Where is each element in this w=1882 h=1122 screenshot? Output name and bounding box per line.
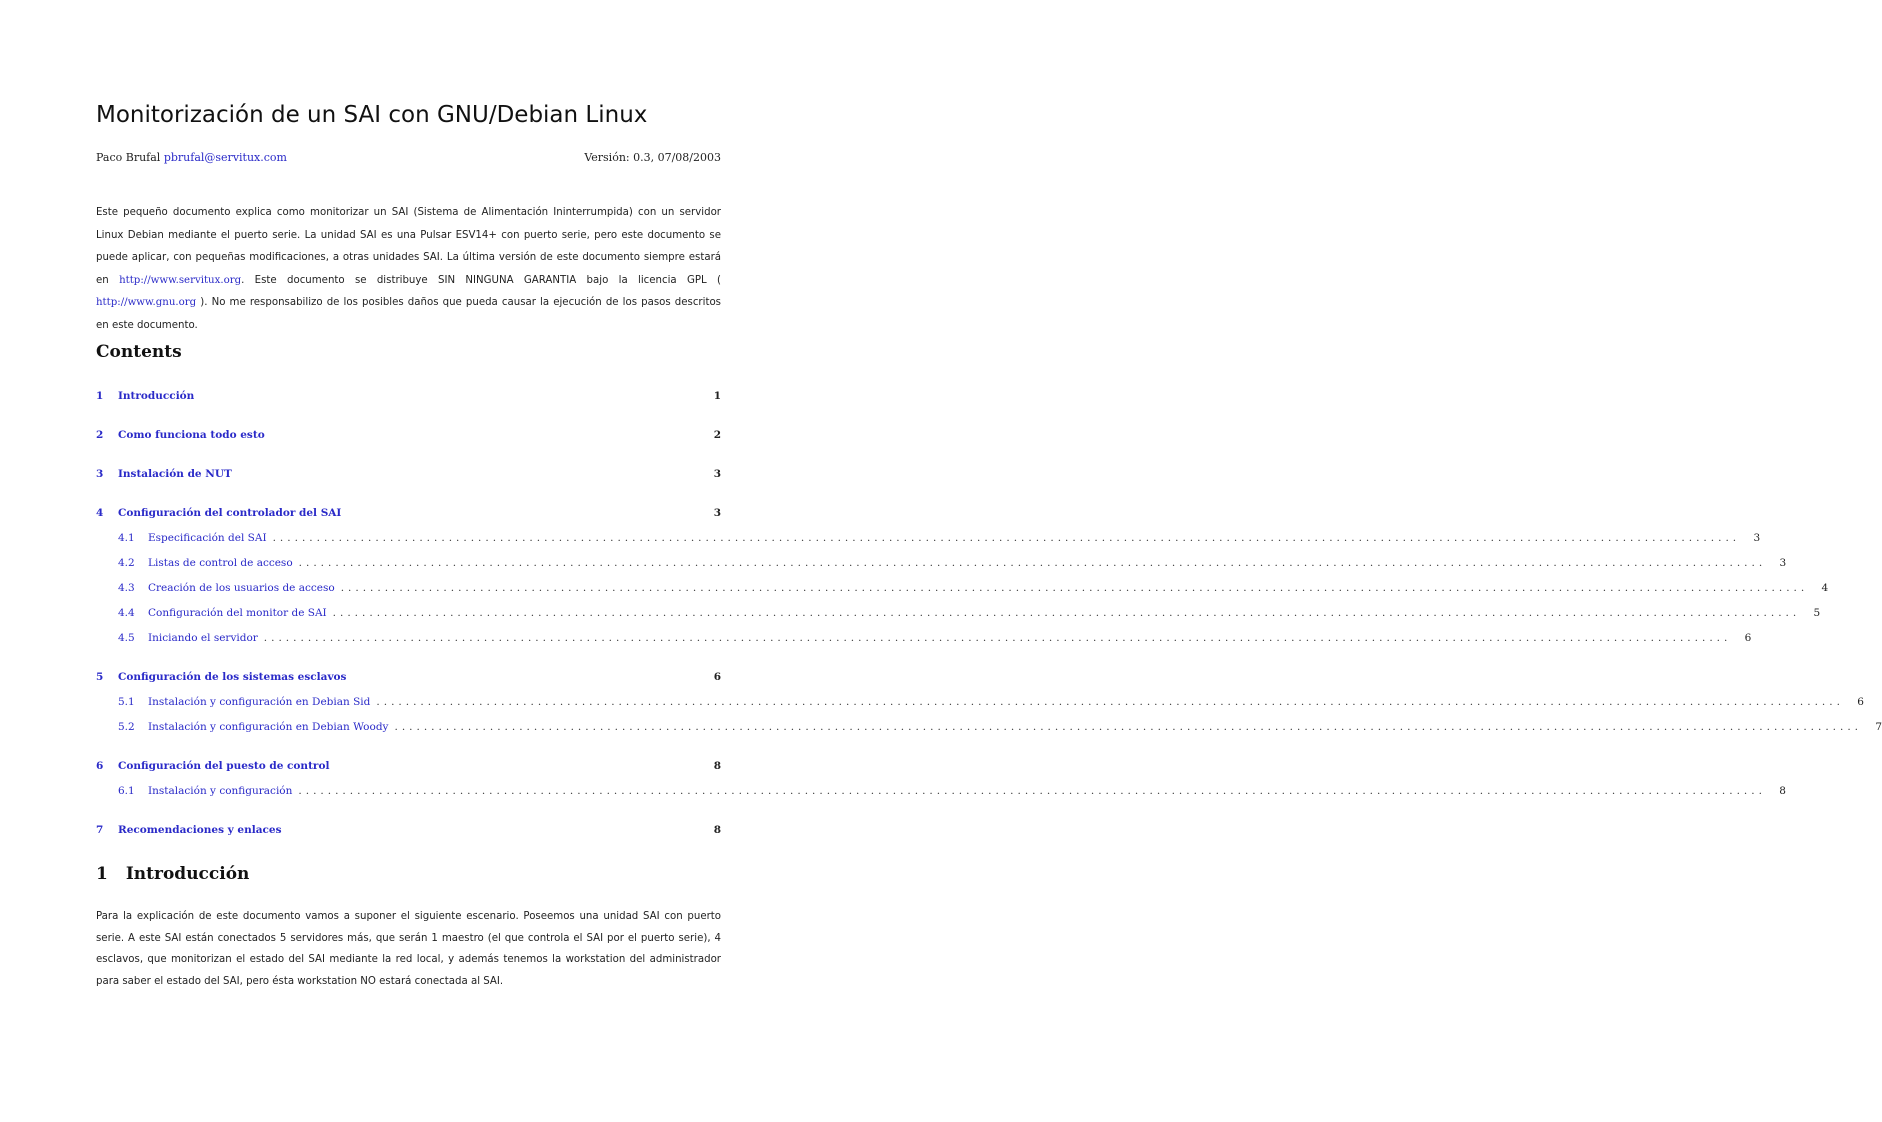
toc-spacer	[96, 447, 721, 461]
toc-entry-link[interactable]: Configuración del puesto de control	[118, 759, 330, 772]
toc-entry[interactable]	[96, 778, 1786, 803]
toc-entry-number: 4.4	[118, 606, 135, 619]
toc-page-number: 3	[1779, 556, 1787, 569]
toc-entry[interactable]	[96, 525, 1761, 550]
toc-entry[interactable]	[96, 625, 1752, 650]
toc-entry-number: 7	[96, 823, 104, 836]
servitux-link[interactable]: http://www.servitux.org	[119, 274, 242, 286]
toc-entry[interactable]	[96, 689, 1864, 714]
contents-heading: Contents	[96, 342, 182, 362]
abstract-text-3: ). No me responsabilizo de los posibles daños que pueda causar la ejecución de los pasos descritos en este documento.	[96, 297, 721, 331]
toc-page-number: 3	[713, 506, 721, 519]
toc-page-number: 5	[1813, 606, 1821, 619]
toc-entry[interactable]	[96, 575, 1829, 600]
toc-leader-dots: ........................................................................................................................................................................................................	[272, 531, 1741, 544]
toc-page-number: 3	[713, 467, 721, 480]
toc-entry[interactable]	[96, 817, 721, 842]
toc-leader-dots: ........................................................................................................................................................................................................	[263, 631, 1732, 644]
toc-entry-number: 4.5	[118, 631, 135, 644]
introduction-paragraph: Para la explicación de este documento vamos a suponer el siguiente escenario. Poseemos una unidad SAI con puerto serie. A este SAI están conectados 5 servidores más, que serán 1 maestro (el que controla el SAI por el puerto serie), 4 esclavos, que monitorizan el estado del SAI mediante la red local, y además tenemos la workstation del administrador para saber el estado del SAI, pero ésta workstation NO estará conectada al SAI.	[96, 911, 721, 987]
toc-leader-dots: ........................................................................................................................................................................................................	[394, 720, 1863, 733]
toc-entry-number: 4	[96, 506, 104, 519]
toc-entry-number: 4.1	[118, 531, 135, 544]
toc-leader-dots: ........................................................................................................................................................................................................	[332, 606, 1801, 619]
toc-leader-dots: ........................................................................................................................................................................................................	[376, 695, 1844, 708]
toc-entry-number: 5.2	[118, 720, 135, 733]
toc-entry-number: 6	[96, 759, 104, 772]
toc-entry-link[interactable]: Configuración del monitor de SAI	[148, 606, 327, 619]
abstract-paragraph	[96, 202, 721, 337]
toc-page-number: 3	[1753, 531, 1761, 544]
toc-entry[interactable]	[96, 714, 1882, 739]
toc-page-number: 6	[713, 670, 721, 683]
author-info	[96, 151, 287, 164]
toc-page-number: 8	[713, 823, 721, 836]
toc-entry[interactable]	[96, 664, 721, 689]
toc-entry[interactable]	[96, 600, 1821, 625]
toc-entry[interactable]	[96, 550, 1787, 575]
toc-spacer	[96, 739, 721, 753]
toc-leader-dots: ........................................................................................................................................................................................................	[298, 556, 1767, 569]
toc-entry-number: 2	[96, 428, 104, 441]
toc-entry-link[interactable]: Como funciona todo esto	[118, 428, 265, 441]
toc-spacer	[96, 650, 721, 664]
toc-entry[interactable]	[96, 753, 721, 778]
author-name: Paco Brufal	[96, 151, 161, 164]
toc-spacer	[96, 408, 721, 422]
toc-entry-link[interactable]: Instalación y configuración en Debian Sid	[148, 695, 371, 708]
toc-spacer	[96, 803, 721, 817]
version-date: Versión: 0.3, 07/08/2003	[584, 151, 721, 164]
abstract-text-2: . Este documento se distribuye SIN NINGUNA GARANTIA bajo la licencia GPL (	[241, 274, 721, 286]
toc-entry-link[interactable]: Instalación y configuración	[148, 784, 293, 797]
section-heading-introduccion	[96, 864, 249, 884]
document-title: Monitorización de un SAI con GNU/Debian Linux	[96, 102, 648, 128]
toc-entry[interactable]	[96, 383, 721, 408]
toc-entry-number: 3	[96, 467, 104, 480]
abstract-text-1: Este pequeño documento explica como monitorizar un SAI (Sistema de Alimentación Ininterrumpida) con un servidor Linux Debian mediante el puerto serie. La unidad SAI es una Pulsar ESV14+ con puerto serie, pero este documento se puede aplicar, con pequeñas modificaciones, a otras unidades SAI. La última versión de este documento siempre estará en	[96, 207, 721, 286]
toc-leader-dots: ........................................................................................................................................................................................................	[298, 784, 1766, 797]
toc-entry-link[interactable]: Iniciando el servidor	[148, 631, 258, 644]
toc-entry-link[interactable]: Listas de control de acceso	[148, 556, 293, 569]
toc-entry[interactable]	[96, 500, 721, 525]
toc-entry-link[interactable]: Instalación y configuración en Debian Woody	[148, 720, 389, 733]
toc-entry-number: 5	[96, 670, 104, 683]
toc-page-number: 8	[1779, 784, 1786, 797]
section-number: 1	[96, 864, 108, 884]
toc-entry-link[interactable]: Creación de los usuarios de acceso	[148, 581, 335, 594]
toc-page-number: 2	[713, 428, 721, 441]
toc-entry[interactable]	[96, 422, 721, 447]
table-of-contents	[96, 383, 1882, 842]
toc-spacer	[96, 486, 721, 500]
toc-entry-number: 4.3	[118, 581, 135, 594]
toc-entry-link[interactable]: Configuración del controlador del SAI	[118, 506, 342, 519]
toc-page-number: 6	[1857, 695, 1864, 708]
toc-page-number: 8	[713, 759, 721, 772]
toc-entry-number: 1	[96, 389, 104, 402]
toc-leader-dots: ........................................................................................................................................................................................................	[340, 581, 1809, 594]
author-line	[96, 151, 721, 164]
toc-entry-link[interactable]: Instalación de NUT	[118, 467, 232, 480]
toc-page-number: 6	[1744, 631, 1752, 644]
toc-entry-number: 4.2	[118, 556, 135, 569]
toc-page-number: 7	[1875, 720, 1882, 733]
toc-entry-link[interactable]: Recomendaciones y enlaces	[118, 823, 282, 836]
author-email-link[interactable]: pbrufal@servitux.com	[163, 151, 287, 164]
toc-entry-link[interactable]: Configuración de los sistemas esclavos	[118, 670, 347, 683]
toc-entry-link[interactable]: Especificación del SAI	[148, 531, 267, 544]
section-title: Introducción	[125, 864, 250, 884]
toc-page-number: 1	[713, 389, 721, 402]
gnu-link[interactable]: http://www.gnu.org	[96, 297, 197, 308]
toc-entry[interactable]	[96, 461, 721, 486]
toc-page-number: 4	[1821, 581, 1829, 594]
toc-entry-link[interactable]: Introducción	[118, 389, 195, 402]
toc-entry-number: 6.1	[118, 784, 135, 797]
toc-entry-number: 5.1	[118, 695, 135, 708]
